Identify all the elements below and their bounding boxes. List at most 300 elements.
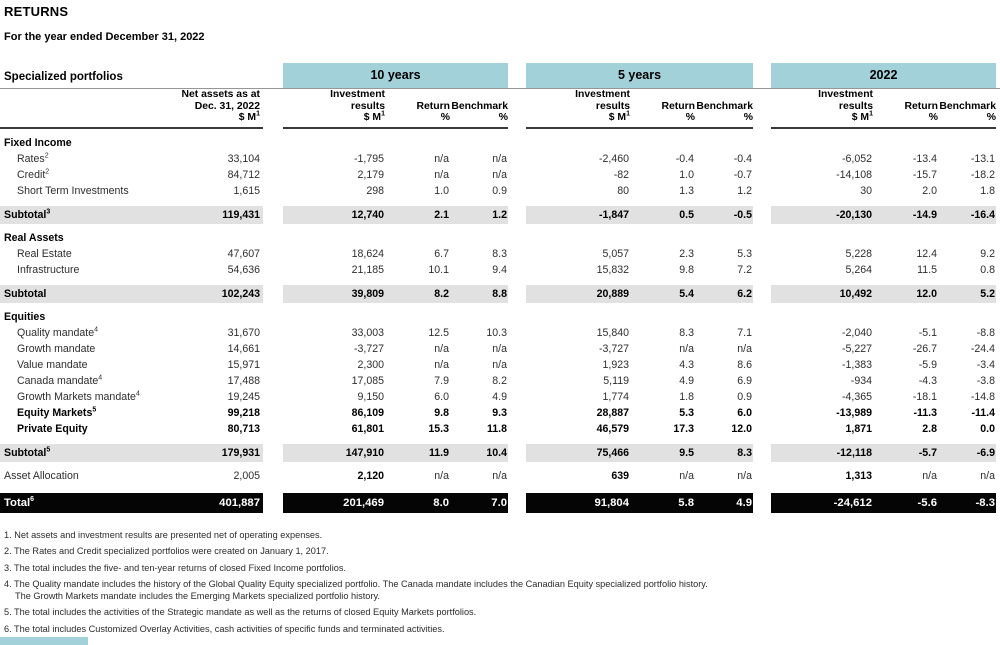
row-label: Real Estate <box>17 247 72 260</box>
investment-results-value: 12,740 <box>351 208 384 221</box>
benchmark-value: 1.8 <box>980 184 995 197</box>
return-value: -0.4 <box>675 152 694 165</box>
column-gap <box>263 493 283 513</box>
group-header-2022 <box>771 89 996 129</box>
column-gap <box>753 421 771 437</box>
benchmark-value: 8.3 <box>737 446 752 459</box>
benchmark-value: 8.3 <box>492 247 507 260</box>
row-left-block <box>0 206 263 224</box>
footnote <box>4 624 1000 636</box>
column-gap <box>263 444 283 462</box>
row-left-block <box>0 183 263 199</box>
group-values <box>771 151 996 167</box>
column-gap <box>508 444 526 462</box>
investment-results-value: 1,774 <box>602 390 629 403</box>
column-gap <box>753 405 771 421</box>
benchmark-value: n/a <box>492 469 507 482</box>
column-gap <box>753 341 771 357</box>
return-value: n/a <box>434 342 449 355</box>
group-values <box>526 167 753 183</box>
investment-results-value: -2,460 <box>598 152 629 165</box>
benchmark-value: -16.4 <box>970 208 995 221</box>
group-values <box>283 405 508 421</box>
investment-results-value: 1,313 <box>845 469 872 482</box>
group-values <box>771 262 996 278</box>
group-values <box>526 246 753 262</box>
investment-results-value: -5,227 <box>841 342 872 355</box>
benchmark-value: 9.4 <box>492 263 507 276</box>
net-assets-header-line1: Net assets as at <box>181 89 260 100</box>
benchmark-value: n/a <box>737 469 752 482</box>
investment-results-value: 1,871 <box>845 422 872 435</box>
investment-results-value: 10,492 <box>839 287 872 300</box>
net-assets-value: 1,615 <box>233 184 260 197</box>
benchmark-value: 0.8 <box>980 263 995 276</box>
return-value: 10.1 <box>428 263 449 276</box>
column-gap <box>508 468 526 484</box>
net-assets-value: 33,104 <box>227 152 260 165</box>
column-gap <box>263 206 283 224</box>
net-assets-value: 119,431 <box>222 208 260 221</box>
return-value: n/a <box>434 168 449 181</box>
net-assets-value: 99,218 <box>227 406 260 419</box>
investment-results-value: 5,119 <box>603 374 629 387</box>
return-value: -5.6 <box>917 496 937 509</box>
investment-results-value: -1,795 <box>353 152 384 165</box>
return-value: 8.3 <box>679 326 694 339</box>
footnote-line: The Growth Markets mandate includes the Emerging Markets specialized portfolio history. <box>15 590 380 601</box>
column-gap <box>508 493 526 513</box>
benchmark-value: 4.9 <box>736 496 752 509</box>
column-gap <box>508 167 526 183</box>
column-gap <box>508 421 526 437</box>
footnote <box>4 579 1000 602</box>
return-value: -11.3 <box>913 406 937 419</box>
column-gap <box>753 493 771 513</box>
investment-results-value: 46,579 <box>596 422 629 435</box>
table-row <box>0 389 1000 405</box>
investment-results-value: 28,887 <box>596 406 629 419</box>
group-values <box>526 325 753 341</box>
column-gap <box>753 389 771 405</box>
column-gap <box>508 405 526 421</box>
column-gap <box>753 373 771 389</box>
group-values <box>283 341 508 357</box>
benchmark-value: 4.9 <box>492 390 507 403</box>
row-left-block <box>0 167 263 183</box>
group-values <box>771 468 996 484</box>
table-row <box>0 183 1000 199</box>
row-label: Subtotal$^3$ <box>4 207 51 221</box>
investment-results-value: 2,179 <box>357 168 384 181</box>
return-value: n/a <box>679 469 694 482</box>
column-gap <box>753 183 771 199</box>
benchmark-value: -11.4 <box>971 406 995 419</box>
benchmark-value: -3.8 <box>976 374 995 387</box>
row-left-block <box>0 325 263 341</box>
table-row <box>0 444 1000 462</box>
return-value: 7.9 <box>434 374 449 387</box>
group-values <box>283 444 508 462</box>
group-values <box>283 389 508 405</box>
footnote-line: 2. The Rates and Credit specialized portfolios were created on January 1, 2017. <box>4 546 329 556</box>
investment-results-value: 80 <box>617 184 629 197</box>
benchmark-value: 5.2 <box>980 287 995 300</box>
footnote-line: 4. The Quality mandate includes the history of the Global Quality Equity specialized portfolio. The Canada mandate includes the Canadian Equity specialized portfolio history. <box>4 579 708 589</box>
row-label: Fixed Income <box>4 136 72 149</box>
group-values <box>283 262 508 278</box>
column-gap <box>753 262 771 278</box>
group-values <box>283 468 508 484</box>
group-values <box>771 167 996 183</box>
table-row <box>0 151 1000 167</box>
benchmark-value: -14.8 <box>970 390 995 403</box>
group-values <box>526 341 753 357</box>
section-header-row <box>0 135 1000 151</box>
net-assets-value: 17,488 <box>227 374 260 387</box>
row-left-block <box>0 285 263 303</box>
investment-results-value: -934 <box>850 374 872 387</box>
column-gap <box>263 246 283 262</box>
column-gap <box>753 325 771 341</box>
investment-results-value: 2,300 <box>357 358 384 371</box>
benchmark-value: 7.0 <box>491 496 507 509</box>
benchmark-value: -0.7 <box>733 168 752 181</box>
row-left-block <box>0 309 263 325</box>
table-row <box>0 285 1000 303</box>
row-label: Canada mandate$^4$ <box>17 373 103 387</box>
group-values <box>526 421 753 437</box>
benchmark-value: -8.3 <box>975 496 995 509</box>
footnote <box>4 530 1000 542</box>
group-band-10-years: 10 years <box>283 63 508 88</box>
column-header-row <box>0 89 1000 129</box>
benchmark-value: -8.8 <box>976 326 995 339</box>
return-value: 1.8 <box>679 390 694 403</box>
return-value: 12.4 <box>916 247 937 260</box>
net-assets-column-header <box>0 89 263 129</box>
investment-results-value: 33,003 <box>351 326 384 339</box>
benchmark-value: -13.1 <box>970 152 995 165</box>
investment-results-value: -14,108 <box>836 168 872 181</box>
group-band-row <box>0 63 1000 89</box>
row-left-block <box>0 389 263 405</box>
investment-results-value: -1,847 <box>598 208 629 221</box>
benchmark-value: 9.3 <box>492 406 507 419</box>
investment-results-value: 91,804 <box>594 496 629 509</box>
row-left-block <box>0 262 263 278</box>
investment-results-value: 39,809 <box>351 287 384 300</box>
column-gap <box>753 357 771 373</box>
column-gap <box>263 183 283 199</box>
footnote-line: 5. The total includes the activities of the Strategic mandate as well as the returns of closed Equity Markets portfolios. <box>4 607 477 617</box>
benchmark-value: -3.4 <box>976 358 995 371</box>
return-value: 5.8 <box>678 496 694 509</box>
section-header-row <box>0 309 1000 325</box>
group-values <box>526 389 753 405</box>
investment-results-header: Investment results $ $M^1$ <box>575 89 630 123</box>
investment-results-value: -2,040 <box>841 326 872 339</box>
row-label: Growth mandate <box>17 342 96 355</box>
group-values <box>771 444 996 462</box>
table-row <box>0 325 1000 341</box>
return-value: 0.5 <box>679 208 694 221</box>
group-values <box>526 183 753 199</box>
row-label: Rates$^2$ <box>17 151 49 165</box>
table-row <box>0 206 1000 224</box>
investment-results-value: -3,727 <box>598 342 629 355</box>
benchmark-header: Benchmark % <box>696 100 753 123</box>
row-label: Growth Markets mandate$^4$ <box>17 389 140 403</box>
group-header-5-years <box>526 89 753 129</box>
investment-results-value: -20,130 <box>836 208 872 221</box>
column-gap <box>753 206 771 224</box>
return-value: 4.9 <box>679 374 694 387</box>
investment-results-value: 5,264 <box>845 263 872 276</box>
row-label: Real Assets <box>4 231 64 244</box>
group-band-2022: 2022 <box>771 63 996 88</box>
group-values <box>771 357 996 373</box>
column-gap <box>508 246 526 262</box>
return-value: 1.0 <box>434 184 449 197</box>
group-values <box>771 325 996 341</box>
group-values <box>771 405 996 421</box>
group-values <box>771 373 996 389</box>
return-value: 6.7 <box>434 247 449 260</box>
group-values <box>771 246 996 262</box>
table-row <box>0 357 1000 373</box>
row-label: Equity Markets$^5$ <box>17 405 97 419</box>
investment-results-value: 5,057 <box>602 247 629 260</box>
group-header-10-years <box>283 89 508 129</box>
net-assets-value: 14,661 <box>227 342 260 355</box>
net-assets-value: 80,713 <box>227 422 260 435</box>
net-assets-value: 179,931 <box>221 446 260 459</box>
table-row <box>0 341 1000 357</box>
return-value: 2.0 <box>922 184 937 197</box>
group-values <box>526 405 753 421</box>
group-values <box>526 151 753 167</box>
return-value: n/a <box>434 358 449 371</box>
section-header-row <box>0 230 1000 246</box>
benchmark-value: n/a <box>980 469 995 482</box>
row-label: Quality mandate$^4$ <box>17 325 99 339</box>
bottom-accent-bar <box>0 637 88 645</box>
investment-results-value: 20,889 <box>596 287 629 300</box>
column-gap <box>753 151 771 167</box>
return-value: 2.1 <box>434 208 449 221</box>
investment-results-value: 147,910 <box>345 446 384 459</box>
column-gap <box>508 389 526 405</box>
group-values <box>526 262 753 278</box>
return-value: -14.9 <box>912 208 937 221</box>
benchmark-value: 10.4 <box>486 446 507 459</box>
return-header: Return % <box>416 100 450 123</box>
footnote <box>4 563 1000 575</box>
benchmark-value: 9.2 <box>980 247 995 260</box>
investment-results-value: 30 <box>860 184 872 197</box>
row-label: Private Equity <box>17 422 88 435</box>
benchmark-value: 7.2 <box>737 263 752 276</box>
group-values <box>771 389 996 405</box>
benchmark-value: 8.6 <box>737 358 752 371</box>
investment-results-value: 201,469 <box>343 496 384 509</box>
row-label: Subtotal$^5$ <box>4 445 51 459</box>
benchmark-value: 1.2 <box>737 184 752 197</box>
column-gap <box>753 285 771 303</box>
return-value: -5.7 <box>918 446 937 459</box>
column-gap <box>753 246 771 262</box>
return-value: -13.4 <box>912 152 937 165</box>
benchmark-value: 0.0 <box>980 422 995 435</box>
investment-results-value: 15,840 <box>596 326 629 339</box>
column-gap <box>753 468 771 484</box>
return-value: 9.8 <box>679 263 694 276</box>
row-left-block <box>0 246 263 262</box>
column-gap <box>508 262 526 278</box>
return-value: 8.0 <box>433 496 449 509</box>
column-gap <box>263 341 283 357</box>
column-gap <box>263 151 283 167</box>
return-value: n/a <box>922 469 937 482</box>
return-value: 1.3 <box>679 184 694 197</box>
investment-results-value: 61,801 <box>351 422 384 435</box>
investment-results-value: 15,832 <box>596 263 629 276</box>
column-gap <box>263 262 283 278</box>
benchmark-header: Benchmark % <box>939 100 996 123</box>
return-header: Return % <box>661 100 695 123</box>
footnote <box>4 546 1000 558</box>
net-assets-value: 19,245 <box>227 390 260 403</box>
footnote-line: 3. The total includes the five- and ten-year returns of closed Fixed Income portfolios. <box>4 562 346 573</box>
group-values <box>283 285 508 303</box>
benchmark-value: -24.4 <box>970 342 995 355</box>
group-band-5-years: 5 years <box>526 63 753 88</box>
return-value: 12.5 <box>428 326 449 339</box>
group-values <box>283 206 508 224</box>
row-label: Short Term Investments <box>17 184 129 197</box>
row-label: Credit$^2$ <box>17 167 50 181</box>
net-assets-header-unit: $ $M^1$ <box>238 110 260 123</box>
group-values <box>283 373 508 389</box>
row-left-block <box>0 357 263 373</box>
footnotes <box>0 530 1000 636</box>
group-values <box>526 468 753 484</box>
benchmark-value: 6.9 <box>737 374 752 387</box>
benchmark-value: 10.3 <box>486 326 507 339</box>
specialized-portfolios-label: Specialized portfolios <box>4 71 123 83</box>
group-values <box>526 493 753 513</box>
column-gap <box>508 151 526 167</box>
row-label: Subtotal <box>4 287 47 300</box>
investment-results-value: 21,185 <box>351 263 384 276</box>
footnote <box>4 607 1000 619</box>
group-values <box>283 325 508 341</box>
group-values <box>283 246 508 262</box>
investment-results-header: Investment results $ $M^1$ <box>818 89 873 123</box>
investment-results-value: 86,109 <box>351 406 384 419</box>
benchmark-value: n/a <box>492 358 507 371</box>
investment-results-value: 17,085 <box>351 374 384 387</box>
return-value: 9.5 <box>679 446 694 459</box>
return-value: n/a <box>434 152 449 165</box>
return-value: 2.3 <box>679 247 694 260</box>
row-left-block <box>0 373 263 389</box>
group-values <box>526 206 753 224</box>
column-gap <box>508 325 526 341</box>
page-subtitle: For the year ended December 31, 2022 <box>4 31 205 43</box>
table-row <box>0 405 1000 421</box>
benchmark-value: n/a <box>492 152 507 165</box>
benchmark-value: n/a <box>737 342 752 355</box>
return-header: Return % <box>904 100 938 123</box>
page-title: RETURNS <box>4 4 69 19</box>
return-value: 11.5 <box>917 263 937 276</box>
net-assets-value: 15,971 <box>227 358 260 371</box>
column-gap <box>508 373 526 389</box>
return-value: 2.8 <box>922 422 937 435</box>
column-gap <box>263 167 283 183</box>
return-value: -5.1 <box>918 326 937 339</box>
row-label: Equities <box>4 310 46 323</box>
column-gap <box>263 325 283 341</box>
row-label: Infrastructure <box>17 263 80 276</box>
benchmark-value: 5.3 <box>737 247 752 260</box>
column-gap <box>508 206 526 224</box>
return-value: 11.9 <box>428 446 449 459</box>
return-value: -18.1 <box>912 390 937 403</box>
group-values <box>283 167 508 183</box>
investment-results-value: -1,383 <box>841 358 872 371</box>
benchmark-value: 7.1 <box>737 326 752 339</box>
column-gap <box>263 405 283 421</box>
investment-results-value: -24,612 <box>833 496 872 509</box>
benchmark-value: 8.8 <box>492 287 507 300</box>
investment-results-value: 9,150 <box>357 390 384 403</box>
net-assets-value: 2,005 <box>233 469 260 482</box>
investment-results-value: -4,365 <box>841 390 872 403</box>
return-value: 8.2 <box>434 287 449 300</box>
return-value: 12.0 <box>916 287 937 300</box>
return-value: -4.3 <box>918 374 937 387</box>
row-left-block <box>0 493 263 513</box>
group-values <box>283 151 508 167</box>
benchmark-value: 8.2 <box>492 374 507 387</box>
group-values <box>526 444 753 462</box>
footnote-line: 1. Net assets and investment results are presented net of operating expenses. <box>4 529 323 540</box>
column-gap <box>263 468 283 484</box>
footnote-line: 6. The total includes Customized Overlay Activities, cash activities of specific funds and terminated activities. <box>4 623 445 634</box>
net-assets-value: 54,636 <box>227 263 260 276</box>
row-label: Value mandate <box>17 358 88 371</box>
column-gap <box>263 285 283 303</box>
return-value: -26.7 <box>912 342 937 355</box>
group-values <box>771 285 996 303</box>
row-left-block <box>0 151 263 167</box>
row-left-block <box>0 444 263 462</box>
group-values <box>771 206 996 224</box>
row-left-block <box>0 135 263 151</box>
column-gap <box>263 357 283 373</box>
row-left-block <box>0 421 263 437</box>
investment-results-value: 2,120 <box>357 469 384 482</box>
net-assets-value: 401,887 <box>219 496 260 509</box>
return-value: 6.0 <box>434 390 449 403</box>
net-assets-value: 102,243 <box>221 287 260 300</box>
group-values <box>283 357 508 373</box>
row-left-block <box>0 468 263 484</box>
table-row <box>0 167 1000 183</box>
